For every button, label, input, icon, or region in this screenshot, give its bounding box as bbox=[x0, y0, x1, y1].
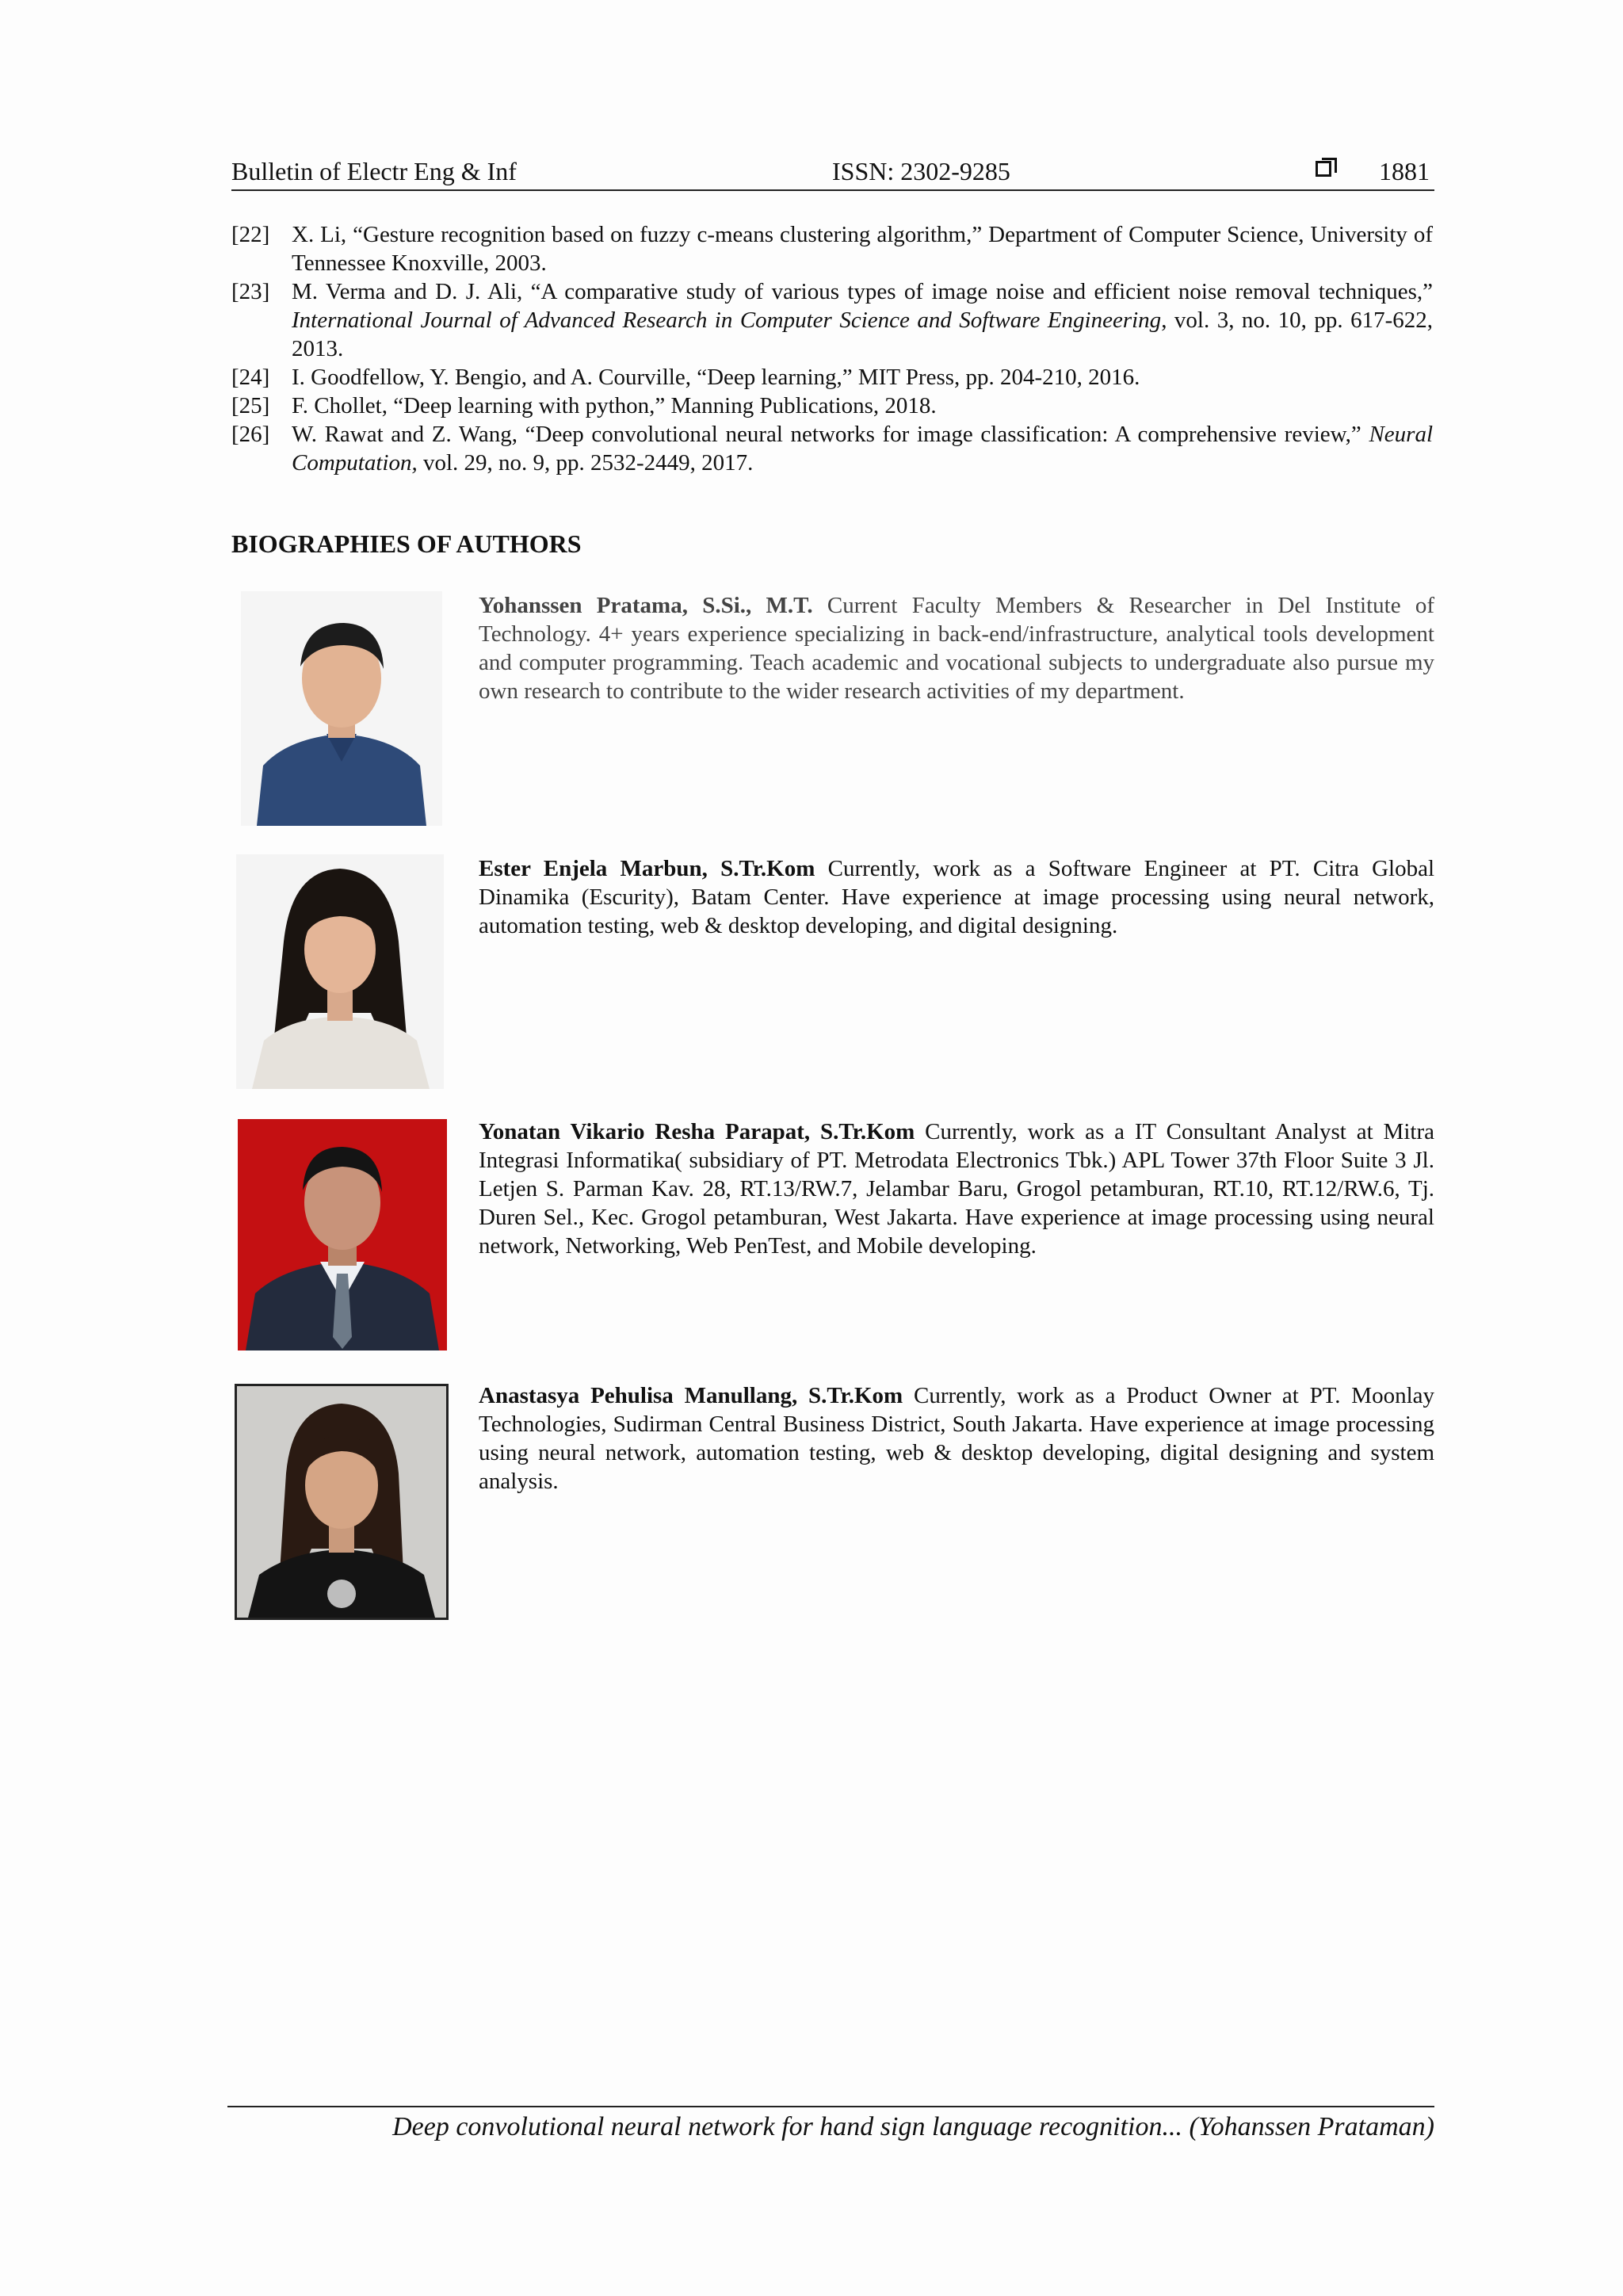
author-description: Currently, work as a Product Owner at PT. Moonlay Technologies, Sudirman Central Business District, South Jakarta. Have experience at image processing using neural network, automation testing, web & desktop developing, digital designing and system analysis. bbox=[479, 1383, 1434, 1494]
reference-item bbox=[231, 420, 1433, 477]
reference-journal: Neural Computation, bbox=[292, 422, 1433, 476]
footer-title: Deep convolutional neural network for hand sign language recognition... (Yohanssen Prataman) bbox=[392, 2112, 1434, 2141]
journal-name: Bulletin of Electr Eng & Inf bbox=[231, 157, 517, 185]
reference-text: I. Goodfellow, Y. Bengio, and A. Courville, “Deep learning,” MIT Press, pp. 204-210, 2016. bbox=[292, 365, 1140, 390]
reference-number: [23] bbox=[231, 279, 270, 304]
author-photo bbox=[235, 1384, 449, 1620]
author-description: Currently, work as a Software Engineer at PT. Citra Global Dinamika (Escurity), Batam Center. Have experience at image processing using neural network, automation testing, web & desktop developing, and digital designing. bbox=[479, 856, 1435, 938]
person-portrait-icon bbox=[236, 854, 444, 1089]
author-name: Ester Enjela Marbun, S.Tr.Kom bbox=[479, 856, 815, 881]
reference-number: [22] bbox=[231, 222, 270, 247]
author-name: Anastasya Pehulisa Manullang, S.Tr.Kom bbox=[479, 1383, 903, 1408]
reference-list bbox=[231, 220, 1433, 477]
issn: ISSN: 2302-9285 bbox=[832, 157, 1010, 185]
running-footer bbox=[227, 2106, 1434, 2142]
author-description: Currently, work as a IT Consultant Analyst at Mitra Integrasi Informatika( subsidiary of PT. Metrodata Electronics Tbk.) APL Tower 37th Floor Suite 3 Jl. Letjen S. Parman Kav. 28, RT.13/RW.7, Jelambar Baru, Grogol petamburan, RT.10, RT.12/RW.6, Tj. Duren Sel., Kec. Grogol petamburan, West Jakarta. Have experience at image processing using neural network, Networking, Web PenTest, and Mobile developing. bbox=[479, 1119, 1434, 1259]
biographies-heading: BIOGRAPHIES OF AUTHORS bbox=[231, 529, 582, 558]
reference-text: X. Li, “Gesture recognition based on fuzzy c-means clustering algorithm,” Department of Computer Science, University of Tennessee Knoxville, 2003. bbox=[292, 222, 1433, 276]
running-header bbox=[231, 153, 1434, 191]
reference-details: vol. 29, no. 9, pp. 2532-2449, 2017. bbox=[417, 450, 754, 476]
reference-item bbox=[231, 220, 1433, 277]
reference-item bbox=[231, 392, 1433, 420]
reference-number: [25] bbox=[231, 393, 270, 418]
reference-text: W. Rawat and Z. Wang, “Deep convolutional neural networks for image classification: A comprehensive review,” bbox=[292, 422, 1369, 447]
reference-item bbox=[231, 277, 1433, 363]
author-name: Yohanssen Pratama, S.Si., M.T. bbox=[479, 593, 813, 618]
author-name: Yonatan Vikario Resha Parapat, S.Tr.Kom bbox=[479, 1119, 915, 1144]
reference-item bbox=[231, 363, 1433, 392]
person-portrait-icon bbox=[237, 1386, 446, 1618]
reference-text: M. Verma and D. J. Ali, “A comparative study of various types of image noise and efficient noise removal techniques,” bbox=[292, 279, 1433, 304]
reference-number: [24] bbox=[231, 365, 270, 390]
reference-number: [26] bbox=[231, 422, 270, 447]
person-portrait-icon bbox=[238, 1119, 447, 1350]
author-photo bbox=[238, 1119, 447, 1350]
page-number: 1881 bbox=[1379, 157, 1430, 185]
author-description: Current Faculty Members & Researcher in Del Institute of Technology. 4+ years experience specializing in back-end/infrastructure, analytical tools development and computer programming. Teach academic and vocational subjects to undergraduate also pursue my own research to contribute to the wider research activities of my department. bbox=[479, 593, 1434, 704]
person-portrait-icon bbox=[241, 591, 442, 826]
reference-details: , vol. 3, no. 10, pp. 617-622, 2013. bbox=[292, 308, 1433, 361]
reference-text: F. Chollet, “Deep learning with python,” Manning Publications, 2018. bbox=[292, 393, 937, 418]
author-photo bbox=[241, 591, 442, 826]
square-icon bbox=[1316, 161, 1331, 177]
reference-journal: International Journal of Advanced Research in Computer Science and Software Engineering bbox=[292, 308, 1162, 333]
author-photo bbox=[236, 854, 444, 1089]
